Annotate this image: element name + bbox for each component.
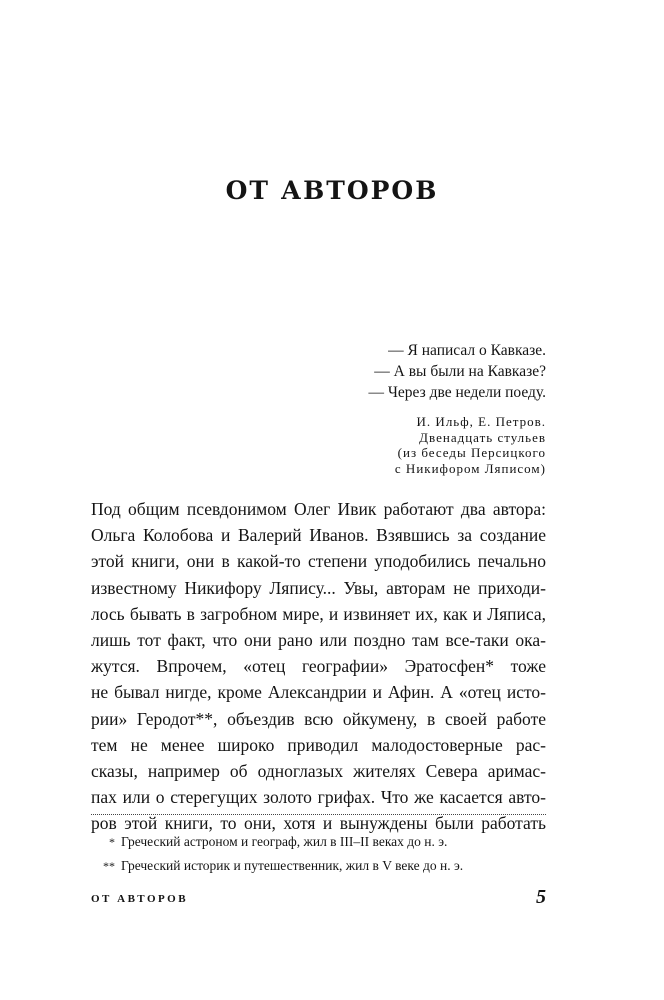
running-head: ОТ АВТОРОВ xyxy=(91,893,189,905)
body-line: сказы, например об одноглазых жителях Севера аримас- xyxy=(91,761,546,782)
body-line: жутся. Впрочем, «отец географии» Эратосфен* тоже xyxy=(91,656,546,677)
epigraph-line: — А вы были на Кавказе? xyxy=(374,363,546,380)
body-line: Ольга Колобова и Валерий Иванов. Взявшись за создание xyxy=(91,525,546,546)
footnote-text: Греческий астроном и географ, жил в III–II веках до н. э. xyxy=(121,834,448,849)
footnote-mark: * xyxy=(109,835,115,849)
epigraph-source-line: Двенадцать стульев xyxy=(419,429,546,445)
body-line: Под общим псевдонимом Олег Ивик работают два автора: xyxy=(91,499,546,519)
epigraph-line: — Через две недели поеду. xyxy=(368,384,546,401)
epigraph-line: — Я написал о Кавказе. xyxy=(388,342,546,359)
epigraph-source-line: И. Ильф, Е. Петров. xyxy=(416,414,546,429)
epigraph-source-line: (из беседы Персицкого xyxy=(397,445,546,460)
footnotes xyxy=(91,830,546,878)
epigraph xyxy=(368,340,546,403)
body-line: известному Никифору Ляпису... Увы, авторам не приходи- xyxy=(91,577,546,598)
epigraph-source xyxy=(395,414,546,476)
footnote xyxy=(91,830,546,854)
footnote-mark: ** xyxy=(103,859,115,873)
body-line: не бывал нигде, кроме Александрии и Афин. А «отец исто- xyxy=(91,682,546,703)
footnote xyxy=(91,854,546,878)
body-line: лишь тот факт, что они рано или поздно там все-таки ока- xyxy=(91,630,546,651)
epigraph-source-line: с Никифором Ляписом) xyxy=(394,460,546,476)
body-line: тем не менее широко приводил малодостоверные рас- xyxy=(91,734,546,755)
footnote-divider xyxy=(91,814,546,815)
body-line: этой книги, они в какой-то степени уподобились печально xyxy=(91,551,546,572)
body-line: ров этой книги, то они, хотя и вынуждены были работать xyxy=(91,813,546,834)
body-paragraph xyxy=(91,496,546,837)
footnote-text: Греческий историк и путешественник, жил в V веке до н. э. xyxy=(121,858,464,873)
body-line: рии» Геродот**, объездив всю ойкумену, в своей работе xyxy=(91,708,546,729)
page-title: ОТ АВТОРОВ xyxy=(225,176,439,205)
page-number: 5 xyxy=(536,886,546,908)
body-line: пах или о стерегущих золото грифах. Что же касается авто- xyxy=(91,787,546,808)
body-line: лось бывать в загробном мире, и извиняет их, как и Ляписа, xyxy=(91,603,546,624)
